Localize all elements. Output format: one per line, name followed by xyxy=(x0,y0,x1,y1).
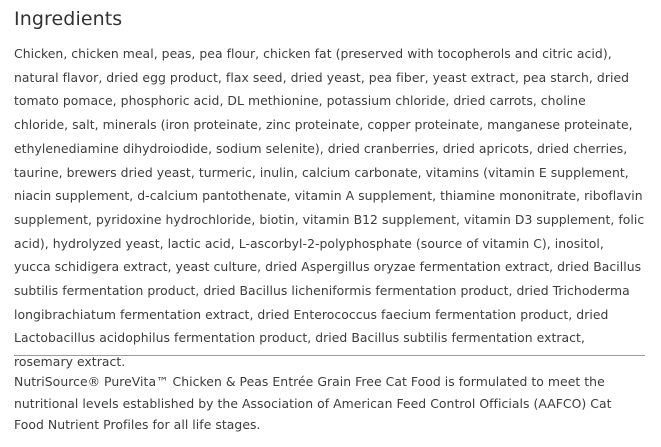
ingredients-line: tomato pomace, phosphoric acid, DL methionine, potassium chloride, dried carrots, choline xyxy=(14,93,586,109)
ingredients-list xyxy=(14,42,659,374)
ingredients-line: niacin supplement, d-calcium pantothenate, vitamin A supplement, thiamine mononitrate, riboflavin xyxy=(14,188,643,204)
ingredients-line: supplement, pyridoxine hydrochloride, biotin, vitamin B12 supplement, vitamin D3 supplement, folic xyxy=(14,211,645,227)
ingredients-line: acid), hydrolyzed yeast, lactic acid, L-ascorbyl-2-polyphosphate (source of vitamin C), inositol, xyxy=(14,235,604,251)
section-divider xyxy=(14,355,645,356)
ingredients-line: natural flavor, dried egg product, flax seed, dried yeast, pea fiber, yeast extract, pea starch, dried xyxy=(14,69,630,85)
aafco-line: nutritional levels established by the Association of American Feed Control Officials (AAFCO) Cat xyxy=(14,395,612,411)
aafco-line: Food Nutrient Profiles for all life stages. xyxy=(14,417,261,432)
ingredients-line: Chicken, chicken meal, peas, pea flour, chicken fat (preserved with tocopherols and citric acid), xyxy=(14,46,612,61)
ingredients-line: yucca schidigera extract, yeast culture, dried Aspergillus oryzae fermentation extract, dried Bacillus xyxy=(14,259,642,275)
ingredients-line: rosemary extract. xyxy=(14,354,126,370)
ingredients-line: ethylenediamine dihydroiodide, sodium selenite), dried cranberries, dried apricots, dried cherries, xyxy=(14,140,628,156)
ingredients-heading: Ingredients xyxy=(14,8,123,30)
ingredients-line: longibrachiatum fermentation extract, dried Enterococcus faecium fermentation product, dried xyxy=(14,306,609,322)
aafco-line: NutriSource® PureVita™ Chicken & Peas Entrée Grain Free Cat Food is formulated to meet the xyxy=(14,374,605,389)
ingredients-line: chloride, salt, minerals (iron proteinate, zinc proteinate, copper proteinate, manganese proteinate, xyxy=(14,117,633,133)
ingredients-line: subtilis fermentation product, dried Bacillus licheniformis fermentation product, dried Trichoderma xyxy=(14,283,630,299)
aafco-statement xyxy=(14,371,659,436)
ingredients-line: Lactobacillus acidophilus fermentation product, dried Bacillus subtilis fermentation extract, xyxy=(14,330,585,346)
ingredients-section xyxy=(14,0,659,374)
ingredients-line: taurine, brewers dried yeast, turmeric, inulin, calcium carbonate, vitamins (vitamin E supplement, xyxy=(14,164,629,180)
